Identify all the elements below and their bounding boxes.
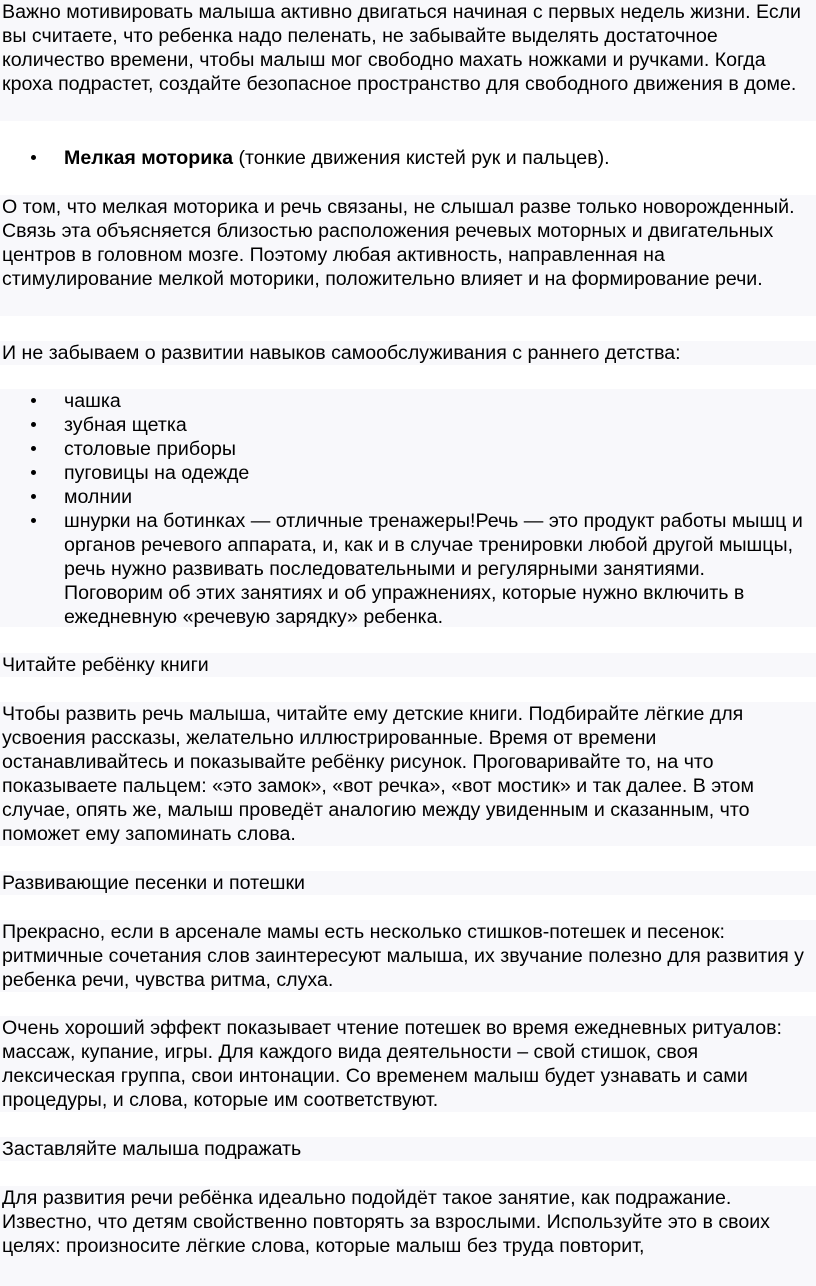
imitate-paragraph: Для развития речи ребёнка идеально подойдёт такое занятие, как подражание. Известно, что детям свойственно повторять за взрослыми. Используйте это в своих целях: произносите лёгкие слова, которые малыш без труда повторит, [2, 1187, 770, 1257]
imitate-paragraph-block [0, 1186, 816, 1286]
list-item: чашка [0, 389, 816, 413]
books-heading: Читайте ребёнку книги [2, 654, 209, 676]
list-item: молнии [0, 485, 816, 509]
fine-motor-description: (тонкие движения кистей рук и пальцев). [233, 147, 610, 169]
list-item: столовые приборы [0, 437, 816, 461]
imitate-heading-block [0, 1137, 816, 1161]
books-heading-block [0, 653, 816, 677]
list-item: шнурки на ботинках — отличные тренажеры!Речь — это продукт работы мышц и органов речевого аппарата, и, как и в случае тренировки любой другой мышцы, речь нужно развивать последовательными и регулярными занятиями. Поговорим об этих занятиях и об упражнениях, которые нужно включить в ежедневную «речевую зарядку» ребенка. [0, 509, 816, 629]
books-paragraph-block [0, 702, 816, 846]
intro-paragraph-block [0, 0, 816, 121]
rituals-paragraph: Очень хороший эффект показывает чтение потешек во время ежедневных ритуалов: массаж, купание, игры. Для каждого вида деятельности – свой стишок, своя лексическая группа, свои интонации. Со временем малыш будет узнавать и сами процедуры, и слова, которые им соответствуют. [2, 1017, 782, 1111]
selfcare-list-block [0, 389, 816, 627]
motor-speech-paragraph: О том, что мелкая моторика и речь связаны, не слышал разве только новорожденный. Связь эта объясняется близостью расположения речевых моторных и двигательных центров в головном мозге. Поэтому любая активность, направленная на стимулирование мелкой моторики, положительно влияет и на формирование речи. [2, 196, 795, 290]
books-paragraph: Чтобы развить речь малыша, читайте ему детские книги. Подбирайте лёгкие для усвоения рассказы, желательно иллюстрированные. Время от времени останавливайтесь и показывайте ребёнку рисунок. Проговаривайте то, на что показываете пальцем: «это замок», «вот речка», «вот мостик» и так далее. В этом случае, опять же, малыш проведёт аналогию между увиденным и сказанным, что поможет ему запоминать слова. [2, 703, 754, 845]
songs-paragraph-block [0, 920, 816, 992]
songs-heading: Развивающие песенки и потешки [2, 872, 305, 894]
list-item [0, 146, 816, 170]
motor-speech-paragraph-block [0, 195, 816, 316]
list-item: пуговицы на одежде [0, 461, 816, 485]
rituals-paragraph-block [0, 1016, 816, 1112]
list-item: зубная щетка [0, 413, 816, 437]
fine-motor-list [0, 146, 816, 170]
imitate-heading: Заставляйте малыша подражать [2, 1138, 302, 1160]
selfcare-list [0, 389, 816, 629]
songs-heading-block [0, 871, 816, 895]
songs-paragraph: Прекрасно, если в арсенале мамы есть несколько стишков-потешек и песенок: ритмичные сочетания слов заинтересуют малыша, их звучание полезно для развития у ребенка речи, чувства ритма, слуха. [2, 921, 804, 991]
fine-motor-heading: Мелкая моторика [64, 147, 233, 169]
intro-paragraph: Важно мотивировать малыша активно двигаться начиная с первых недель жизни. Если вы считаете, что ребенка надо пеленать, не забывайте выделять достаточное количество времени, чтобы малыш мог свободно махать ножками и ручками. Когда кроха подрастет, создайте безопасное пространство для свободного движения в доме. [2, 1, 801, 95]
selfcare-intro-paragraph: И не забываем о развитии навыков самообслуживания с раннего детства: [2, 342, 681, 364]
selfcare-intro-block [0, 341, 816, 365]
